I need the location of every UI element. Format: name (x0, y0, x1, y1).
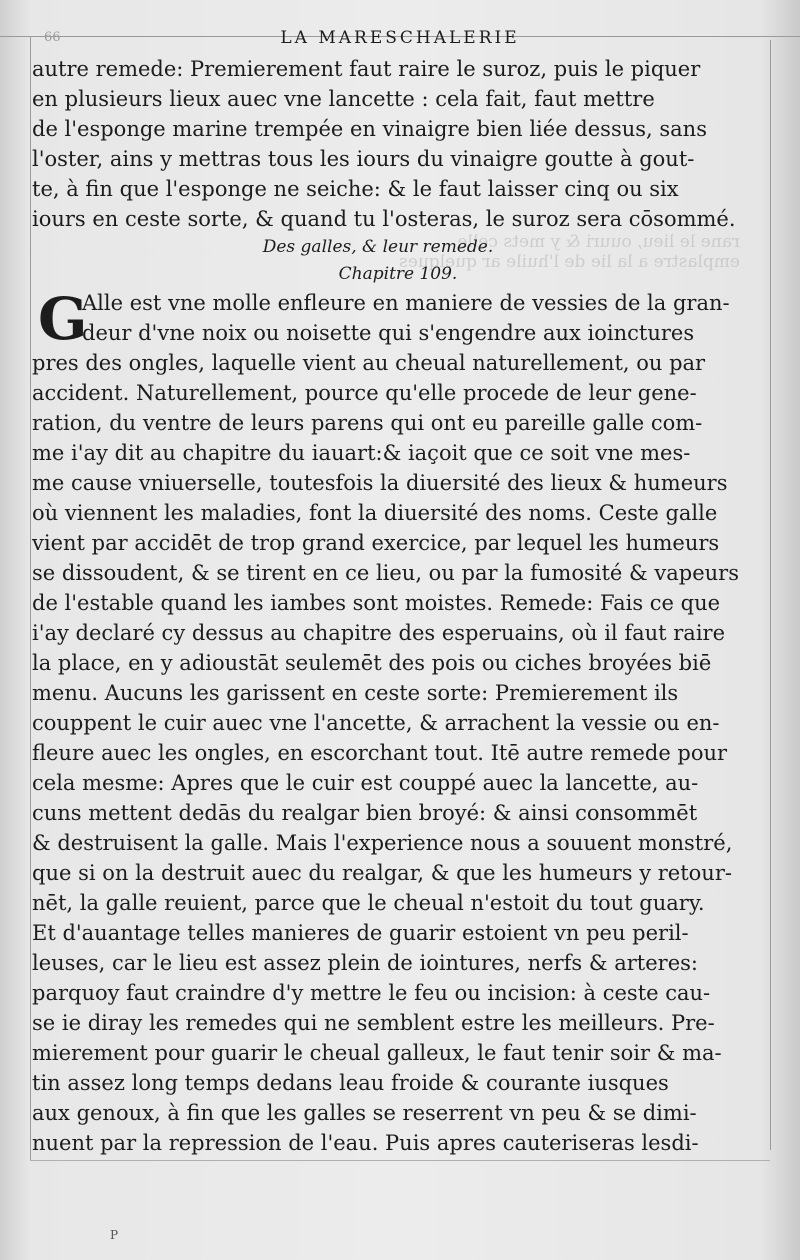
text-line: pres des ongles, laquelle vient au cheual naturellement, ou par (32, 351, 706, 375)
body-text (32, 54, 739, 1158)
text-line: Alle est vne molle enfleure en maniere de vessies de la gran- (82, 291, 730, 315)
text-line: ration, du ventre de leurs parens qui ont eu pareille galle com- (32, 411, 703, 435)
text-line: fleure auec les ongles, en escorchant tout. Itē autre remede pour (32, 741, 728, 765)
text-line: cuns mettent dedās du realgar bien broyé: & ainsi consommēt (32, 801, 698, 825)
text-line: l'oster, ains y mettras tous les iours du vinaigre goutte à gout- (32, 147, 695, 171)
text-line: où viennent les maladies, font la diuersité des noms. Ceste galle (32, 501, 718, 525)
text-line: la place, en y adioustāt seulemēt des pois ou ciches broyées biē (32, 651, 712, 675)
bleed-line: rane le lieu, ouuri & y mets celle (457, 232, 740, 252)
text-line: iours en ceste sorte, & quand tu l'osteras, le suroz sera cōsommé. (32, 207, 736, 231)
bleed-line: emplastre a la lie de l'huile ar quelques (399, 252, 740, 272)
text-line: deur d'vne noix ou noisette qui s'engendre aux ioinctures (82, 321, 695, 345)
text-line: tin assez long temps dedans leau froide & courante iusques (32, 1071, 669, 1095)
opening-paragraph (32, 285, 730, 353)
text-line: mierement pour guarir le cheual galleux, le faut tenir soir & ma- (32, 1041, 722, 1065)
page-number: 66 (44, 30, 61, 45)
text-line: parquoy faut craindre d'y mettre le feu ou incision: à ceste cau- (32, 981, 711, 1005)
text-line: nuent par la repression de l'eau. Puis apres cauteriseras lesdi- (32, 1131, 699, 1155)
text-line: aux genoux, à fin que les galles se reserrent vn peu & se dimi- (32, 1101, 697, 1125)
text-line: autre remede: Premierement faut raire le suroz, puis le piquer (32, 57, 701, 81)
chapter-number: Chapitre 109. (338, 264, 458, 284)
text-line: nēt, la galle reuient, parce que le cheual n'estoit du tout guary. (32, 891, 705, 915)
left-margin-rule (30, 36, 31, 1160)
right-margin-rule (770, 40, 771, 1150)
text-line: en plusieurs lieux auec vne lancette : cela fait, faut mettre (32, 87, 655, 111)
drop-cap: G (38, 285, 88, 353)
text-line: i'ay declaré cy dessus au chapitre des esperuains, où il faut raire (32, 621, 725, 645)
section-title: Des galles, & leur remede. (262, 237, 494, 257)
text-line: menu. Aucuns les garissent en ceste sorte: Premierement ils (32, 681, 679, 705)
text-line: Et d'auantage telles manieres de guarir estoient vn peu peril- (32, 921, 689, 945)
text-line: cela mesme: Apres que le cuir est couppé auec la lancette, au- (32, 771, 699, 795)
running-head: LA MARESCHALERIE (280, 28, 520, 48)
text-line: & destruisent la galle. Mais l'experience nous a souuent monstré, (32, 831, 733, 855)
text-line: te, à fin que l'esponge ne seiche: & le faut laisser cinq ou six (32, 177, 679, 201)
text-line: leuses, car le lieu est assez plein de iointures, nerfs & arteres: (32, 951, 698, 975)
text-line: de l'estable quand les iambes sont moistes. Remede: Fais ce que (32, 591, 721, 615)
text-line: se dissoudent, & se tirent en ce lieu, ou par la fumosité & vapeurs (32, 561, 739, 585)
text-line: vient par accidēt de trop grand exercice, par lequel les humeurs (32, 531, 720, 555)
text-line: me i'ay dit au chapitre du iauart:& iaçoit que ce soit vne mes- (32, 441, 691, 465)
text-line: se ie diray les remedes qui ne semblent estre les meilleurs. Pre- (32, 1011, 715, 1035)
text-line: me cause vniuerselle, toutesfois la diuersité des lieux & humeurs (32, 471, 728, 495)
text-line: accident. Naturellement, pource qu'elle procede de leur gene- (32, 381, 697, 405)
signature-mark: P (110, 1228, 119, 1242)
text-line: couppent le cuir auec vne l'ancette, & arrachent la vessie ou en- (32, 711, 720, 735)
text-line: de l'esponge marine trempée en vinaigre bien liée dessus, sans (32, 117, 707, 141)
bottom-rule (30, 1160, 770, 1161)
text-line: que si on la destruit auec du realgar, & que les humeurs y retour- (32, 861, 732, 885)
